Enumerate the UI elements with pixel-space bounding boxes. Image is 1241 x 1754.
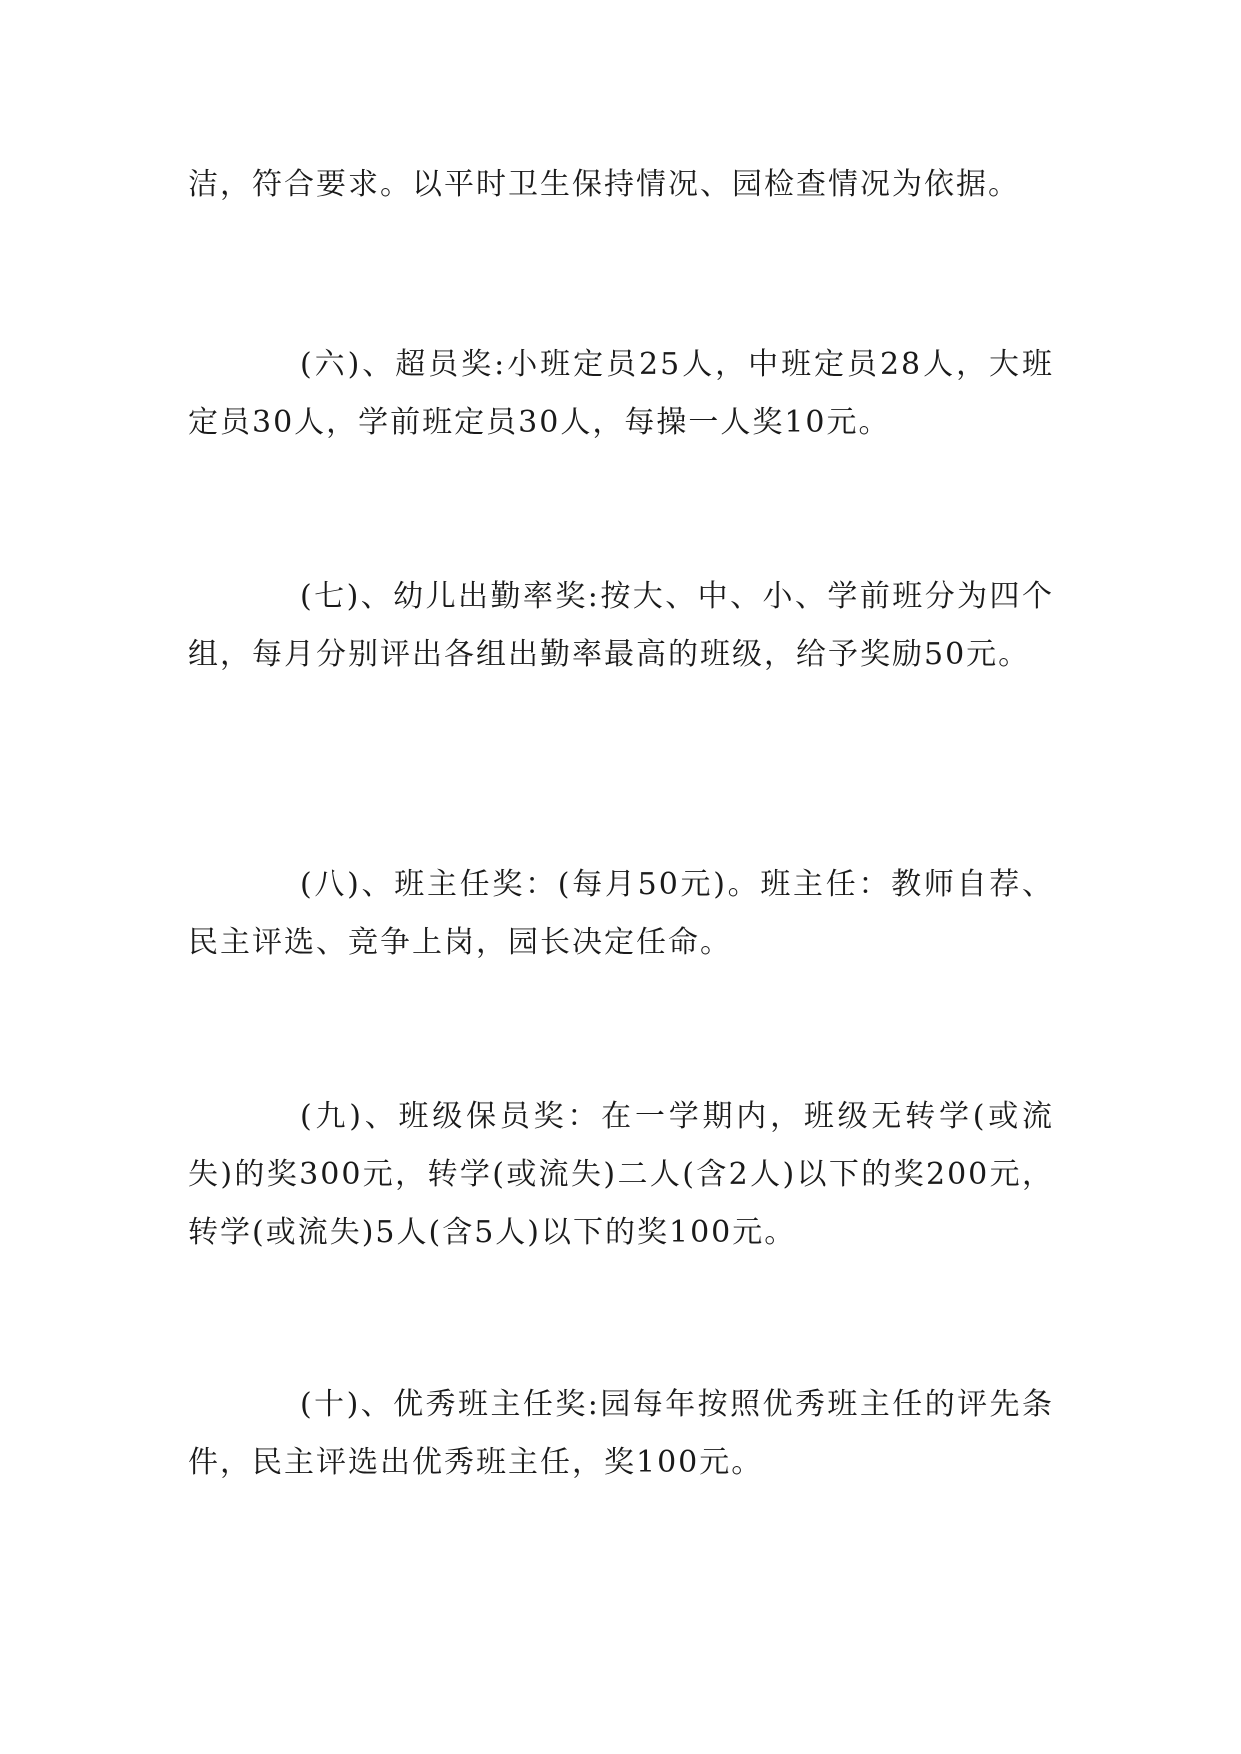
paragraph-class-retention-award: (九)、班级保员奖：在一学期内，班级无转学(或流失)的奖300元，转学(或流失)二人(含2人)以下的奖200元，转学(或流失)5人(含5人)以下的奖100元。 xyxy=(188,1099,1054,1250)
paragraph-head-teacher-award: (八)、班主任奖：(每月50元)。班主任：教师自荐、民主评选、竞争上岗，园长决定任命。 xyxy=(188,867,1054,960)
paragraph-over-capacity-award: (六)、超员奖:小班定员25人，中班定员28人，大班定员30人，学前班定员30人，每操一人奖10元。 xyxy=(188,347,1054,440)
paragraph-attendance-award: (七)、幼儿出勤率奖:按大、中、小、学前班分为四个组，每月分别评出各组出勤率最高的班级，给予奖励50元。 xyxy=(188,579,1054,672)
paragraph-hygiene-continuation: 洁，符合要求。以平时卫生保持情况、园检查情况为依据。 xyxy=(188,167,1020,202)
paragraph-excellent-head-teacher-award: (十)、优秀班主任奖:园每年按照优秀班主任的评先条件，民主评选出优秀班主任，奖100元。 xyxy=(188,1387,1054,1480)
